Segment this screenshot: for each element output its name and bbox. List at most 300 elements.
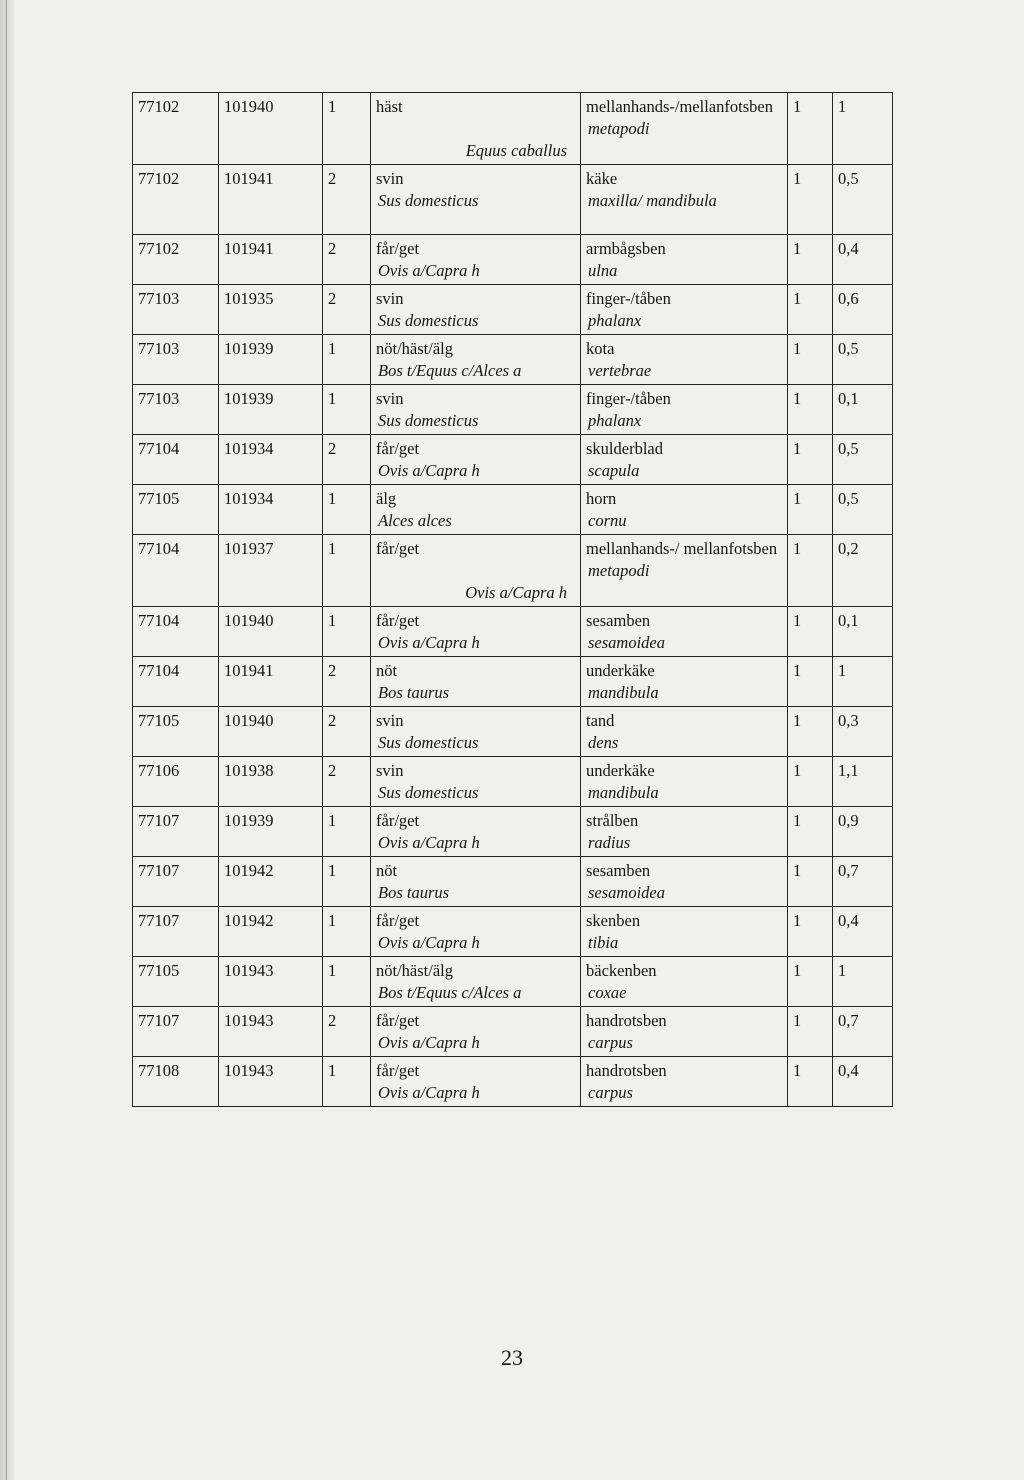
table-row xyxy=(133,93,893,165)
element-latin-name: dens xyxy=(588,733,619,752)
count-value: 1 xyxy=(793,961,802,980)
species-latin-name: Ovis a/Capra h xyxy=(378,1033,480,1052)
species-latin-name: Sus domesticus xyxy=(378,733,479,752)
page-binding-edge xyxy=(0,0,14,1480)
element-name: underkäke xyxy=(586,761,655,780)
count-value: 1 xyxy=(793,611,802,630)
species-latin-name: Bos taurus xyxy=(378,883,450,902)
phase-cell xyxy=(323,535,371,607)
count-value: 1 xyxy=(793,711,802,730)
species-latin-name: Ovis a/Capra h xyxy=(378,633,480,652)
context-number-cell xyxy=(133,757,219,807)
element-cell xyxy=(581,93,788,165)
element-name: mellanhands-/mellanfotsben xyxy=(586,97,773,116)
find-number: 101943 xyxy=(224,961,274,980)
context-number: 77102 xyxy=(138,97,180,116)
weight-value: 0,4 xyxy=(838,911,859,930)
context-number: 77102 xyxy=(138,239,180,258)
count-cell xyxy=(788,607,833,657)
species-latin-name: Alces alces xyxy=(378,511,452,530)
species-common-name: får/get xyxy=(376,811,420,830)
species-latin-name: Ovis a/Capra h xyxy=(378,933,480,952)
species-cell xyxy=(371,235,581,285)
phase-value: 1 xyxy=(328,911,337,930)
element-cell xyxy=(581,485,788,535)
phase-cell xyxy=(323,1057,371,1107)
species-cell xyxy=(371,93,581,165)
element-name: bäckenben xyxy=(586,961,657,980)
element-latin-name: mandibula xyxy=(588,683,659,702)
phase-value: 1 xyxy=(328,861,337,880)
find-number-cell xyxy=(219,285,323,335)
species-latin-name: Equus caballus xyxy=(465,141,567,160)
element-name: tand xyxy=(586,711,615,730)
element-cell xyxy=(581,1007,788,1057)
context-number: 77104 xyxy=(138,539,180,558)
element-cell xyxy=(581,535,788,607)
phase-value: 1 xyxy=(328,489,337,508)
table-row xyxy=(133,165,893,235)
find-number: 101939 xyxy=(224,339,274,358)
count-cell xyxy=(788,235,833,285)
context-number-cell xyxy=(133,807,219,857)
phase-cell xyxy=(323,285,371,335)
table-row xyxy=(133,535,893,607)
context-number-cell xyxy=(133,1057,219,1107)
page-number: 23 xyxy=(501,1345,523,1370)
phase-cell xyxy=(323,165,371,235)
element-name: finger-/tåben xyxy=(586,289,671,308)
element-cell xyxy=(581,607,788,657)
weight-cell xyxy=(833,807,893,857)
phase-cell xyxy=(323,435,371,485)
species-cell xyxy=(371,335,581,385)
context-number: 77105 xyxy=(138,961,180,980)
species-common-name: svin xyxy=(376,169,404,188)
species-cell xyxy=(371,1007,581,1057)
find-number-cell xyxy=(219,335,323,385)
phase-value: 1 xyxy=(328,1061,337,1080)
find-number: 101940 xyxy=(224,711,274,730)
phase-value: 2 xyxy=(328,1011,337,1030)
find-number-cell xyxy=(219,657,323,707)
element-name: mellanhands-/ mellanfotsben xyxy=(586,539,778,558)
element-cell xyxy=(581,707,788,757)
species-cell xyxy=(371,535,581,607)
element-latin-name: radius xyxy=(588,833,631,852)
weight-cell xyxy=(833,707,893,757)
weight-cell xyxy=(833,285,893,335)
element-latin-name: phalanx xyxy=(588,311,642,330)
find-number: 101941 xyxy=(224,239,274,258)
phase-cell xyxy=(323,857,371,907)
species-cell xyxy=(371,1057,581,1107)
element-cell xyxy=(581,335,788,385)
count-value: 1 xyxy=(793,239,802,258)
context-number: 77107 xyxy=(138,861,180,880)
find-number: 101943 xyxy=(224,1011,274,1030)
phase-value: 1 xyxy=(328,339,337,358)
phase-cell xyxy=(323,657,371,707)
species-common-name: älg xyxy=(376,489,397,508)
phase-cell xyxy=(323,485,371,535)
context-number-cell xyxy=(133,535,219,607)
count-cell xyxy=(788,807,833,857)
table-row xyxy=(133,607,893,657)
phase-value: 1 xyxy=(328,961,337,980)
phase-cell xyxy=(323,1007,371,1057)
weight-cell xyxy=(833,607,893,657)
weight-cell xyxy=(833,657,893,707)
species-cell xyxy=(371,757,581,807)
table-row xyxy=(133,385,893,435)
count-cell xyxy=(788,757,833,807)
context-number: 77106 xyxy=(138,761,180,780)
count-value: 1 xyxy=(793,439,802,458)
count-cell xyxy=(788,485,833,535)
phase-cell xyxy=(323,235,371,285)
element-latin-name: phalanx xyxy=(588,411,642,430)
weight-value: 1 xyxy=(838,961,847,980)
find-number: 101939 xyxy=(224,811,274,830)
count-value: 1 xyxy=(793,761,802,780)
weight-cell xyxy=(833,235,893,285)
table-row xyxy=(133,235,893,285)
phase-value: 2 xyxy=(328,711,337,730)
context-number: 77105 xyxy=(138,711,180,730)
phase-cell xyxy=(323,957,371,1007)
find-number-cell xyxy=(219,1007,323,1057)
weight-cell xyxy=(833,907,893,957)
element-latin-name: maxilla/ mandibula xyxy=(588,191,717,210)
find-number-cell xyxy=(219,385,323,435)
count-cell xyxy=(788,857,833,907)
weight-value: 0,5 xyxy=(838,169,859,188)
species-latin-name: Ovis a/Capra h xyxy=(378,1083,480,1102)
weight-value: 0,4 xyxy=(838,1061,859,1080)
find-number-cell xyxy=(219,435,323,485)
species-latin-name: Ovis a/Capra h xyxy=(465,583,567,602)
species-common-name: häst xyxy=(376,97,403,116)
table-row xyxy=(133,485,893,535)
element-cell xyxy=(581,757,788,807)
find-number-cell xyxy=(219,485,323,535)
element-cell xyxy=(581,657,788,707)
weight-cell xyxy=(833,535,893,607)
count-value: 1 xyxy=(793,389,802,408)
find-number: 101942 xyxy=(224,861,274,880)
context-number: 77104 xyxy=(138,439,180,458)
context-number-cell xyxy=(133,957,219,1007)
species-common-name: får/get xyxy=(376,911,420,930)
find-number-cell xyxy=(219,165,323,235)
table-row xyxy=(133,657,893,707)
context-number: 77107 xyxy=(138,911,180,930)
element-name: handrotsben xyxy=(586,1011,667,1030)
phase-cell xyxy=(323,335,371,385)
weight-cell xyxy=(833,335,893,385)
species-cell xyxy=(371,957,581,1007)
weight-cell xyxy=(833,757,893,807)
weight-value: 0,2 xyxy=(838,539,859,558)
weight-cell xyxy=(833,1007,893,1057)
find-number: 101934 xyxy=(224,439,274,458)
count-value: 1 xyxy=(793,911,802,930)
element-name: skulderblad xyxy=(586,439,663,458)
count-value: 1 xyxy=(793,169,802,188)
species-common-name: får/get xyxy=(376,1011,420,1030)
find-number: 101935 xyxy=(224,289,274,308)
species-common-name: nöt/häst/älg xyxy=(376,339,453,358)
weight-cell xyxy=(833,385,893,435)
context-number-cell xyxy=(133,165,219,235)
phase-value: 1 xyxy=(328,611,337,630)
weight-cell xyxy=(833,435,893,485)
context-number-cell xyxy=(133,285,219,335)
element-latin-name: mandibula xyxy=(588,783,659,802)
bone-records-table xyxy=(132,92,893,1107)
phase-cell xyxy=(323,807,371,857)
species-latin-name: Sus domesticus xyxy=(378,411,479,430)
context-number-cell xyxy=(133,335,219,385)
context-number: 77104 xyxy=(138,611,180,630)
weight-cell xyxy=(833,857,893,907)
count-cell xyxy=(788,285,833,335)
context-number-cell xyxy=(133,485,219,535)
element-name: handrotsben xyxy=(586,1061,667,1080)
table-row xyxy=(133,435,893,485)
count-cell xyxy=(788,385,833,435)
element-latin-name: ulna xyxy=(588,261,618,280)
weight-cell xyxy=(833,93,893,165)
count-value: 1 xyxy=(793,97,802,116)
count-value: 1 xyxy=(793,1061,802,1080)
find-number: 101942 xyxy=(224,911,274,930)
species-latin-name: Ovis a/Capra h xyxy=(378,461,480,480)
element-latin-name: tibia xyxy=(588,933,619,952)
find-number-cell xyxy=(219,907,323,957)
weight-value: 0,5 xyxy=(838,489,859,508)
element-name: sesamben xyxy=(586,861,651,880)
element-cell xyxy=(581,165,788,235)
element-name: sesamben xyxy=(586,611,651,630)
table-row xyxy=(133,957,893,1007)
weight-value: 0,1 xyxy=(838,389,859,408)
species-latin-name: Ovis a/Capra h xyxy=(378,833,480,852)
find-number: 101940 xyxy=(224,97,274,116)
weight-value: 1,1 xyxy=(838,761,859,780)
context-number: 77104 xyxy=(138,661,180,680)
page-binding-line xyxy=(6,0,7,1480)
element-name: horn xyxy=(586,489,617,508)
count-cell xyxy=(788,535,833,607)
count-value: 1 xyxy=(793,489,802,508)
context-number-cell xyxy=(133,93,219,165)
count-cell xyxy=(788,93,833,165)
find-number-cell xyxy=(219,807,323,857)
context-number-cell xyxy=(133,907,219,957)
context-number: 77107 xyxy=(138,811,180,830)
count-value: 1 xyxy=(793,661,802,680)
species-latin-name: Bos taurus xyxy=(378,683,450,702)
count-cell xyxy=(788,1007,833,1057)
weight-value: 0,5 xyxy=(838,339,859,358)
count-cell xyxy=(788,435,833,485)
species-cell xyxy=(371,907,581,957)
phase-value: 2 xyxy=(328,761,337,780)
find-number-cell xyxy=(219,707,323,757)
table-row xyxy=(133,857,893,907)
species-latin-name: Sus domesticus xyxy=(378,311,479,330)
weight-value: 0,3 xyxy=(838,711,859,730)
element-name: underkäke xyxy=(586,661,655,680)
phase-value: 2 xyxy=(328,661,337,680)
element-cell xyxy=(581,907,788,957)
species-cell xyxy=(371,435,581,485)
count-value: 1 xyxy=(793,289,802,308)
phase-cell xyxy=(323,607,371,657)
table-row xyxy=(133,335,893,385)
element-name: kota xyxy=(586,339,615,358)
weight-value: 0,4 xyxy=(838,239,859,258)
find-number: 101943 xyxy=(224,1061,274,1080)
find-number: 101940 xyxy=(224,611,274,630)
weight-value: 1 xyxy=(838,661,847,680)
species-common-name: nöt xyxy=(376,661,398,680)
phase-value: 1 xyxy=(328,389,337,408)
table-row xyxy=(133,707,893,757)
find-number-cell xyxy=(219,1057,323,1107)
phase-cell xyxy=(323,93,371,165)
find-number: 101941 xyxy=(224,661,274,680)
phase-cell xyxy=(323,707,371,757)
count-cell xyxy=(788,957,833,1007)
phase-value: 2 xyxy=(328,169,337,188)
element-cell xyxy=(581,857,788,907)
context-number: 77105 xyxy=(138,489,180,508)
element-latin-name: coxae xyxy=(588,983,627,1002)
weight-value: 0,7 xyxy=(838,1011,859,1030)
context-number-cell xyxy=(133,435,219,485)
count-value: 1 xyxy=(793,539,802,558)
element-cell xyxy=(581,235,788,285)
element-latin-name: scapula xyxy=(588,461,640,480)
species-common-name: nöt xyxy=(376,861,398,880)
species-latin-name: Ovis a/Capra h xyxy=(378,261,480,280)
context-number: 77103 xyxy=(138,389,180,408)
element-latin-name: sesamoidea xyxy=(588,883,665,902)
table-row xyxy=(133,285,893,335)
element-name: skenben xyxy=(586,911,641,930)
species-latin-name: Bos t/Equus c/Alces a xyxy=(378,361,522,380)
count-cell xyxy=(788,907,833,957)
species-cell xyxy=(371,657,581,707)
find-number: 101938 xyxy=(224,761,274,780)
context-number-cell xyxy=(133,235,219,285)
weight-cell xyxy=(833,957,893,1007)
element-cell xyxy=(581,385,788,435)
element-cell xyxy=(581,435,788,485)
context-number: 77103 xyxy=(138,339,180,358)
find-number-cell xyxy=(219,957,323,1007)
element-latin-name: cornu xyxy=(588,511,627,530)
species-common-name: får/get xyxy=(376,1061,420,1080)
element-name: finger-/tåben xyxy=(586,389,671,408)
species-cell xyxy=(371,857,581,907)
count-cell xyxy=(788,657,833,707)
phase-cell xyxy=(323,385,371,435)
species-common-name: nöt/häst/älg xyxy=(376,961,453,980)
species-common-name: svin xyxy=(376,289,404,308)
element-cell xyxy=(581,807,788,857)
context-number: 77103 xyxy=(138,289,180,308)
element-name: armbågsben xyxy=(586,239,666,258)
phase-value: 1 xyxy=(328,811,337,830)
weight-cell xyxy=(833,485,893,535)
species-cell xyxy=(371,385,581,435)
element-latin-name: vertebrae xyxy=(588,361,652,380)
element-name: käke xyxy=(586,169,618,188)
context-number: 77108 xyxy=(138,1061,180,1080)
find-number: 101939 xyxy=(224,389,274,408)
species-common-name: svin xyxy=(376,711,404,730)
table-row xyxy=(133,1057,893,1107)
weight-cell xyxy=(833,1057,893,1107)
find-number-cell xyxy=(219,757,323,807)
species-latin-name: Sus domesticus xyxy=(378,783,479,802)
species-common-name: svin xyxy=(376,389,404,408)
context-number: 77107 xyxy=(138,1011,180,1030)
context-number-cell xyxy=(133,707,219,757)
weight-value: 0,5 xyxy=(838,439,859,458)
phase-cell xyxy=(323,907,371,957)
find-number-cell xyxy=(219,857,323,907)
species-common-name: får/get xyxy=(376,539,420,558)
species-common-name: får/get xyxy=(376,439,420,458)
count-value: 1 xyxy=(793,339,802,358)
context-number-cell xyxy=(133,1007,219,1057)
weight-value: 0,7 xyxy=(838,861,859,880)
weight-value: 0,6 xyxy=(838,289,859,308)
element-latin-name: metapodi xyxy=(588,561,650,580)
species-cell xyxy=(371,285,581,335)
count-cell xyxy=(788,165,833,235)
phase-cell xyxy=(323,757,371,807)
weight-cell xyxy=(833,165,893,235)
phase-value: 2 xyxy=(328,239,337,258)
count-cell xyxy=(788,707,833,757)
find-number: 101934 xyxy=(224,489,274,508)
context-number-cell xyxy=(133,607,219,657)
context-number-cell xyxy=(133,385,219,435)
species-cell xyxy=(371,165,581,235)
count-value: 1 xyxy=(793,1011,802,1030)
find-number-cell xyxy=(219,93,323,165)
species-cell xyxy=(371,485,581,535)
species-latin-name: Bos t/Equus c/Alces a xyxy=(378,983,522,1002)
element-cell xyxy=(581,285,788,335)
table-row xyxy=(133,1007,893,1057)
species-cell xyxy=(371,607,581,657)
species-latin-name: Sus domesticus xyxy=(378,191,479,210)
count-value: 1 xyxy=(793,811,802,830)
weight-value: 0,9 xyxy=(838,811,859,830)
table-row xyxy=(133,757,893,807)
phase-value: 1 xyxy=(328,97,337,116)
element-latin-name: carpus xyxy=(588,1033,633,1052)
phase-value: 1 xyxy=(328,539,337,558)
count-value: 1 xyxy=(793,861,802,880)
